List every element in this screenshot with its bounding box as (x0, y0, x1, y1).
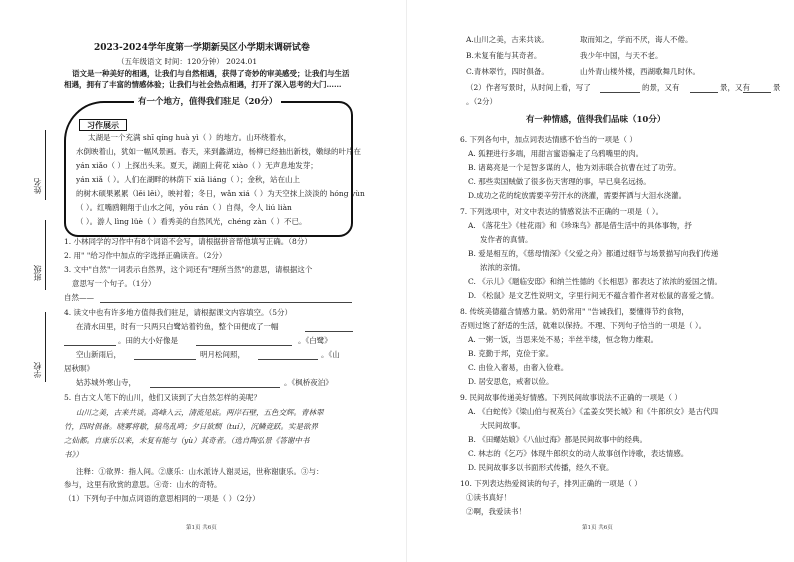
intro-line-2: 相遇，拥有了丰富的情感体验；让我们与社会热点相遇，打开了深入思考的大门…… (64, 80, 342, 89)
question-3-answer-label: 自然—— (64, 293, 94, 302)
fill-blank[interactable] (743, 92, 771, 93)
option-b: B.未复有能与其奇者。 (466, 51, 542, 60)
name-label: 姓名 (33, 178, 42, 194)
question-1: 1. 小林同学的习作中有8个词语不会写，请根据拼音帮他填写正确。（8分） (64, 237, 312, 246)
fill-blank[interactable] (134, 359, 196, 360)
question-4: 4. 读文中也有许多地方值得我们驻足，请根据课文内容填空。（5分） (64, 308, 293, 317)
q4-line-2a: 。田的大小好像是 (118, 336, 178, 345)
question-10: 10. 下列表达热爱阅读的句子，排列正确的一项是（ ） (460, 479, 642, 488)
q9-option-a: A. 《白蛇传》《梁山伯与祝英台》《孟姜女哭长城》和《牛郎织女》是古代四 (468, 407, 719, 416)
fill-blank[interactable] (150, 387, 280, 388)
q4-line-3b: 明月松间照， (200, 350, 245, 359)
essay-line: 的树木硕果累累（lěi lěi），映衬着；冬日，wǎn xiá（ ）为天空抹上淡淡的 hóng yùn (76, 189, 365, 198)
q7-option-b: B. 爱是相互的，《慈母情深》《父爱之舟》都通过细节与场景描写向我们传递 (468, 249, 719, 258)
classical-text: 竹，四时俱备。晓雾将歇，猿鸟乱鸣；夕日欲颓（tuí），沉鳞竞跃。实是欲界 (64, 422, 318, 431)
school-line (45, 312, 46, 382)
question-5-1: （1）下列句子中加点词语的意思相同的一项是（ ）（2分） (64, 494, 260, 503)
option-c-pair: 山外青山楼外楼，西湖歌舞几时休。 (580, 67, 700, 76)
footnote-line-2: 参与，这里有欣赏的意思。④奇：山水的奇特。 (64, 480, 222, 489)
essay-heading: 习作展示 (79, 119, 127, 131)
page-footer: 第1页 共6页 (582, 525, 613, 531)
q4-line-5b: 。《枫桥夜泊》 (284, 378, 333, 387)
q8-option-a: A. 一粥一饭，当思来处不易；半丝半缕，恒念物力维艰。 (468, 335, 659, 344)
footnote-line-1: 注释：①欲界：指人间。②康乐：山水派诗人谢灵运，世称谢康乐。③与： (76, 467, 324, 476)
essay-line: 水倒映着山，犹如一幅风景画。春天，来到蠡湖边，杨柳已经抽出新枝，嫩绿的叶片在 (76, 147, 361, 156)
q7-option-c: C. 《示儿》《题临安邸》和纳兰性德的《长相思》都表达了浓浓的爱国之情。 (468, 277, 722, 286)
question-3-line-1: 3. 文中"自然"一词表示自然界，这个词还有"理所当然"的意思，请根据这个 (64, 265, 313, 274)
q7-option-a: A. 《落花生》《桂花雨》和《珍珠鸟》都是借生活中的具体事物，抒 (468, 221, 692, 230)
question-3-line-2: 意思写一个句子。（1分） (72, 279, 156, 288)
q7-option-b-cont: 浓浓的亲情。 (480, 263, 525, 272)
q8-option-d: D. 居安思危，戒奢以俭。 (468, 377, 554, 386)
q8-option-c: C. 由俭入奢易，由奢入俭难。 (468, 363, 569, 372)
q8-option-b: B. 克勤于邦，克俭于家。 (468, 349, 554, 358)
question-5: 5. 自古文人笔下的山川，他们又读到了大自然怎样的美呢？ (64, 393, 262, 402)
intro-line-1: 语文是一种美好的相遇，让我们与自然相遇，获得了奇妙的审美感受；让我们与生活 (72, 69, 350, 78)
question-8-cont: 否则过饱了舒适的生活，就难以保持。不理、下列句子恰当的一项是（ ）。 (460, 321, 707, 330)
q4-line-1: 在清水田里，时有一只两只白鹭站着钓鱼，整个田便成了一幅 (76, 322, 279, 331)
essay-line: （ ）。游人 lìng lüè（ ）看秀美的自然风光，chéng zàn（ ）不已。 (76, 217, 307, 226)
section-1-title: 有一个地方，值得我们驻足（20分） (134, 98, 281, 107)
q6-option-c: C. 那些卖国贼做了很多伤天害理的事，早已臭名远扬。 (468, 177, 651, 186)
question-9: 9. 民间故事传递美好情感。下列民间故事说法不正确的一项是（ ） (460, 393, 682, 402)
class-line (45, 220, 46, 290)
option-b-pair: 我少年中国，与天不老。 (580, 51, 663, 60)
q4-line-2b: 。《白鹭》 (298, 336, 332, 345)
class-label: 班级 (33, 265, 42, 281)
classical-text: 山川之美，古来共谈。高峰入云，清流见底。两岸石壁，五色交辉。青林翠 (76, 408, 324, 417)
question-7: 7. 下列选项中，对文中表达的情感说法不正确的一项是（ ）。 (460, 207, 664, 216)
q5-2d: 景，又有 (720, 83, 750, 92)
q4-line-4: 居秋暝》 (64, 364, 94, 373)
q5-2: （2）作者写景时，从时间上看，写了 (466, 83, 591, 92)
right-page (408, 0, 794, 562)
q6-option-d: D.成功之花的绽放需要辛劳汗水的浇灌，需要挥洒与大泪水浇灌。 (468, 191, 687, 200)
fill-blank[interactable] (64, 345, 116, 346)
essay-line: （ ）。红嘴鸥翱翔于山水之间，yōu rán（ ）自得，令人 liú liàn (76, 203, 292, 212)
essay-line: yán xiǎ（ ）。人们在湖畔的林荫下 xiā liáng（ ）；金秋，站在山上 (76, 175, 301, 184)
q10-sentence-2: ②啊，我爱读书！ (466, 507, 526, 516)
essay-line: yán xiǎo（ ）上探出头来。夏天，湖面上荷花 xiào（ ）无声息地发芽； (76, 161, 318, 170)
name-line (45, 130, 46, 200)
section-2-title: 有一种情感，值得我们品味（10分） (526, 115, 666, 125)
essay-line: 太湖是一个充满 shī qíng huà yì（ ）的地方。山环绕着水， (88, 133, 292, 142)
exam-title: 2023-2024学年度第一学期新吴区小学期末调研试卷 (94, 43, 310, 53)
classical-text: 书》） (64, 450, 83, 459)
fill-blank[interactable] (258, 359, 318, 360)
question-2: 2. 用" "给习作中加点的字选择正确读音。（2分） (64, 251, 227, 260)
q7-option-d: D. 《松鼠》是文艺性说明文，字里行间无不蕴含着作者对松鼠的喜爱之情。 (468, 291, 719, 300)
exam-meta: （五年级语文 时间：120分钟） 2024.01 (117, 57, 258, 66)
option-c: C.青林翠竹，四时俱备。 (466, 67, 549, 76)
classical-text: 之仙都。自康乐以来，未复有能与（yù）其奇者。（选自陶弘景《答谢中书 (64, 436, 310, 445)
option-a-pair: 取而知之，学而不厌，诲人不倦。 (580, 35, 693, 44)
q9-option-d: D. 民间故事多以书面形式传播，经久不衰。 (468, 463, 614, 472)
q7-option-a-cont: 发作者的真情。 (480, 235, 533, 244)
answer-line[interactable] (100, 302, 352, 303)
q5-2b: 的景，又有 (642, 83, 680, 92)
option-a: A.山川之美，古来共谈。 (466, 35, 549, 44)
q9-option-c: C. 林志的《乞巧》体现牛郎织女的动人故事创作诗歌，表达情感。 (468, 449, 689, 458)
q5-2f: 。（2分） (466, 97, 498, 106)
question-6: 6. 下列各句中，加点词表达情感不恰当的一项是（ ） (460, 135, 637, 144)
q9-option-a-cont: 大民间故事。 (480, 421, 525, 430)
q4-line-3c: 。《山 (321, 350, 340, 359)
q10-sentence-1: ①读书真好！ (466, 493, 511, 502)
fill-blank[interactable] (690, 92, 718, 93)
fill-blank[interactable] (305, 331, 353, 332)
page-footer: 第1页 共6页 (186, 525, 217, 531)
q6-option-a: A. 狐狸进行多端，用甜言蜜语骗走了乌鸦嘴里的肉。 (468, 149, 644, 158)
q6-option-b: B. 诸葛亮是一个足智多谋的人，他为刘赤联合抗曹在过了功劳。 (468, 163, 681, 172)
q9-option-b: B. 《田螺姑娘》《八仙过海》都是民间故事中的经典。 (468, 435, 648, 444)
q5-2e: 景 (773, 83, 781, 92)
q4-line-3a: 空山新雨后， (76, 350, 121, 359)
q4-line-5a: 姑苏城外寒山寺， (76, 378, 136, 387)
fill-blank[interactable] (196, 345, 292, 346)
school-label: 学校 (33, 362, 42, 378)
question-8: 8. 传统美德蕴含情感力量。奶奶常用" "告诫我们，要懂得节约食物， (460, 307, 689, 316)
fill-blank[interactable] (600, 92, 640, 93)
